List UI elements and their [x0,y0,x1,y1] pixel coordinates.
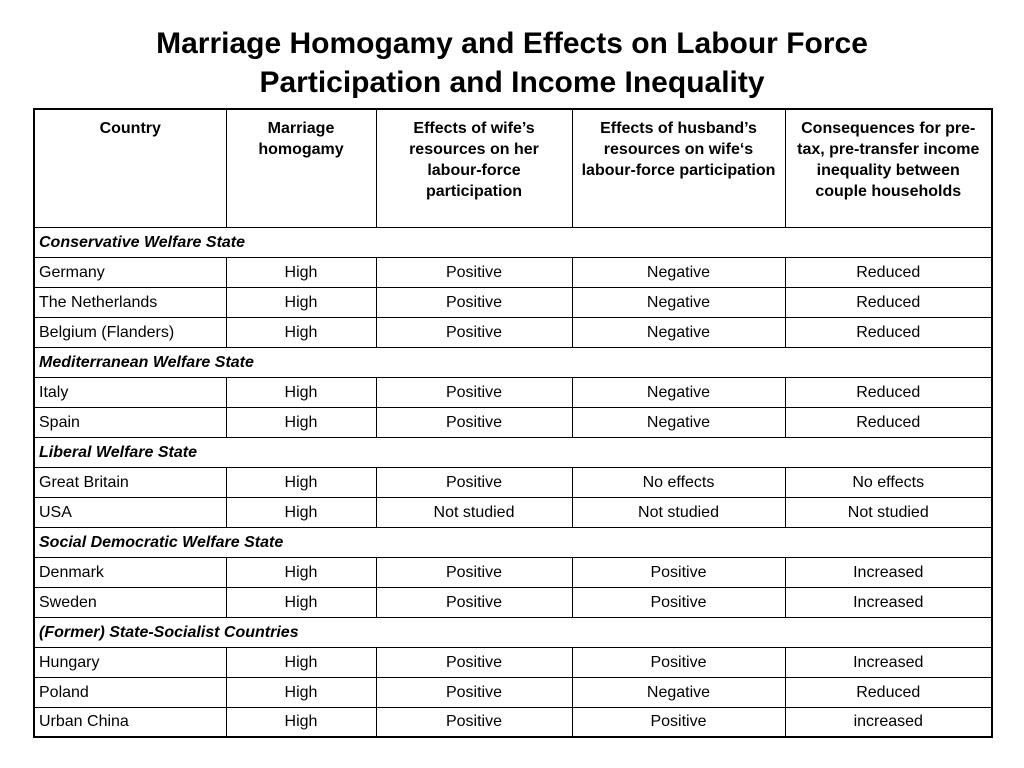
cell-marriage-homogamy: High [226,707,376,737]
cell-inequality-consequence: Not studied [785,497,992,527]
cell-wife-effect: Positive [376,587,572,617]
page-title-line-2: Participation and Income Inequality [259,66,765,99]
table-row [34,377,992,407]
cell-marriage-homogamy: High [226,467,376,497]
table-row [34,707,992,737]
group-row [34,617,992,647]
cell-marriage-homogamy: High [226,257,376,287]
table-row [34,407,992,437]
table-row [34,257,992,287]
cell-wife-effect: Positive [376,257,572,287]
cell-wife-effect: Positive [376,467,572,497]
table-row [34,317,992,347]
cell-inequality-consequence: Increased [785,557,992,587]
cell-husband-effect: Not studied [572,497,785,527]
table-row [34,587,992,617]
cell-inequality-consequence: Increased [785,587,992,617]
cell-wife-effect: Not studied [376,497,572,527]
cell-husband-effect: Positive [572,587,785,617]
header-country: Country [34,109,226,227]
cell-marriage-homogamy: High [226,287,376,317]
cell-marriage-homogamy: High [226,407,376,437]
header-marriage-homogamy: Marriage homogamy [226,109,376,227]
group-label: Conservative Welfare State [34,227,992,257]
cell-husband-effect: No effects [572,467,785,497]
cell-country: USA [34,497,226,527]
cell-husband-effect: Negative [572,287,785,317]
cell-country: Hungary [34,647,226,677]
cell-country: Great Britain [34,467,226,497]
table-row [34,677,992,707]
cell-inequality-consequence: Reduced [785,677,992,707]
cell-husband-effect: Positive [572,647,785,677]
table-row [34,557,992,587]
cell-inequality-consequence: Reduced [785,287,992,317]
cell-inequality-consequence: Reduced [785,257,992,287]
table-row [34,497,992,527]
cell-marriage-homogamy: High [226,317,376,347]
cell-husband-effect: Positive [572,557,785,587]
cell-marriage-homogamy: High [226,587,376,617]
cell-country: Belgium (Flanders) [34,317,226,347]
cell-inequality-consequence: increased [785,707,992,737]
table-header-row [34,109,992,227]
cell-wife-effect: Positive [376,647,572,677]
cell-wife-effect: Positive [376,707,572,737]
page-title-line-1: Marriage Homogamy and Effects on Labour Force [156,27,868,60]
cell-inequality-consequence: Reduced [785,317,992,347]
cell-marriage-homogamy: High [226,557,376,587]
group-label: Mediterranean Welfare State [34,347,992,377]
cell-wife-effect: Positive [376,317,572,347]
group-row [34,347,992,377]
table-row [34,647,992,677]
table-row [34,287,992,317]
cell-marriage-homogamy: High [226,497,376,527]
cell-country: Urban China [34,707,226,737]
cell-inequality-consequence: No effects [785,467,992,497]
cell-husband-effect: Negative [572,257,785,287]
cell-husband-effect: Negative [572,317,785,347]
cell-wife-effect: Positive [376,677,572,707]
table-body [34,227,992,737]
header-income-inequality-consequences: Consequences for pre-tax, pre-transfer income inequality between couple households [785,109,992,227]
cell-country: Germany [34,257,226,287]
cell-husband-effect: Negative [572,407,785,437]
cell-husband-effect: Positive [572,707,785,737]
cell-marriage-homogamy: High [226,677,376,707]
cell-marriage-homogamy: High [226,377,376,407]
table-row [34,467,992,497]
header-husband-resources-effect: Effects of husband’s resources on wife‘s labour-force participation [572,109,785,227]
cell-husband-effect: Negative [572,377,785,407]
cell-country: Sweden [34,587,226,617]
cell-husband-effect: Negative [572,677,785,707]
cell-wife-effect: Positive [376,377,572,407]
group-label: Social Democratic Welfare State [34,527,992,557]
cell-country: The Netherlands [34,287,226,317]
cell-wife-effect: Positive [376,407,572,437]
cell-country: Poland [34,677,226,707]
group-label: (Former) State-Socialist Countries [34,617,992,647]
cell-inequality-consequence: Reduced [785,377,992,407]
cell-wife-effect: Positive [376,557,572,587]
group-row [34,227,992,257]
cell-marriage-homogamy: High [226,647,376,677]
group-row [34,437,992,467]
homogamy-table [33,108,993,738]
cell-country: Spain [34,407,226,437]
header-wife-resources-effect: Effects of wife’s resources on her labour-force participation [376,109,572,227]
group-row [34,527,992,557]
cell-country: Denmark [34,557,226,587]
page-title [0,24,1024,102]
cell-inequality-consequence: Reduced [785,407,992,437]
group-label: Liberal Welfare State [34,437,992,467]
cell-inequality-consequence: Increased [785,647,992,677]
cell-country: Italy [34,377,226,407]
cell-wife-effect: Positive [376,287,572,317]
